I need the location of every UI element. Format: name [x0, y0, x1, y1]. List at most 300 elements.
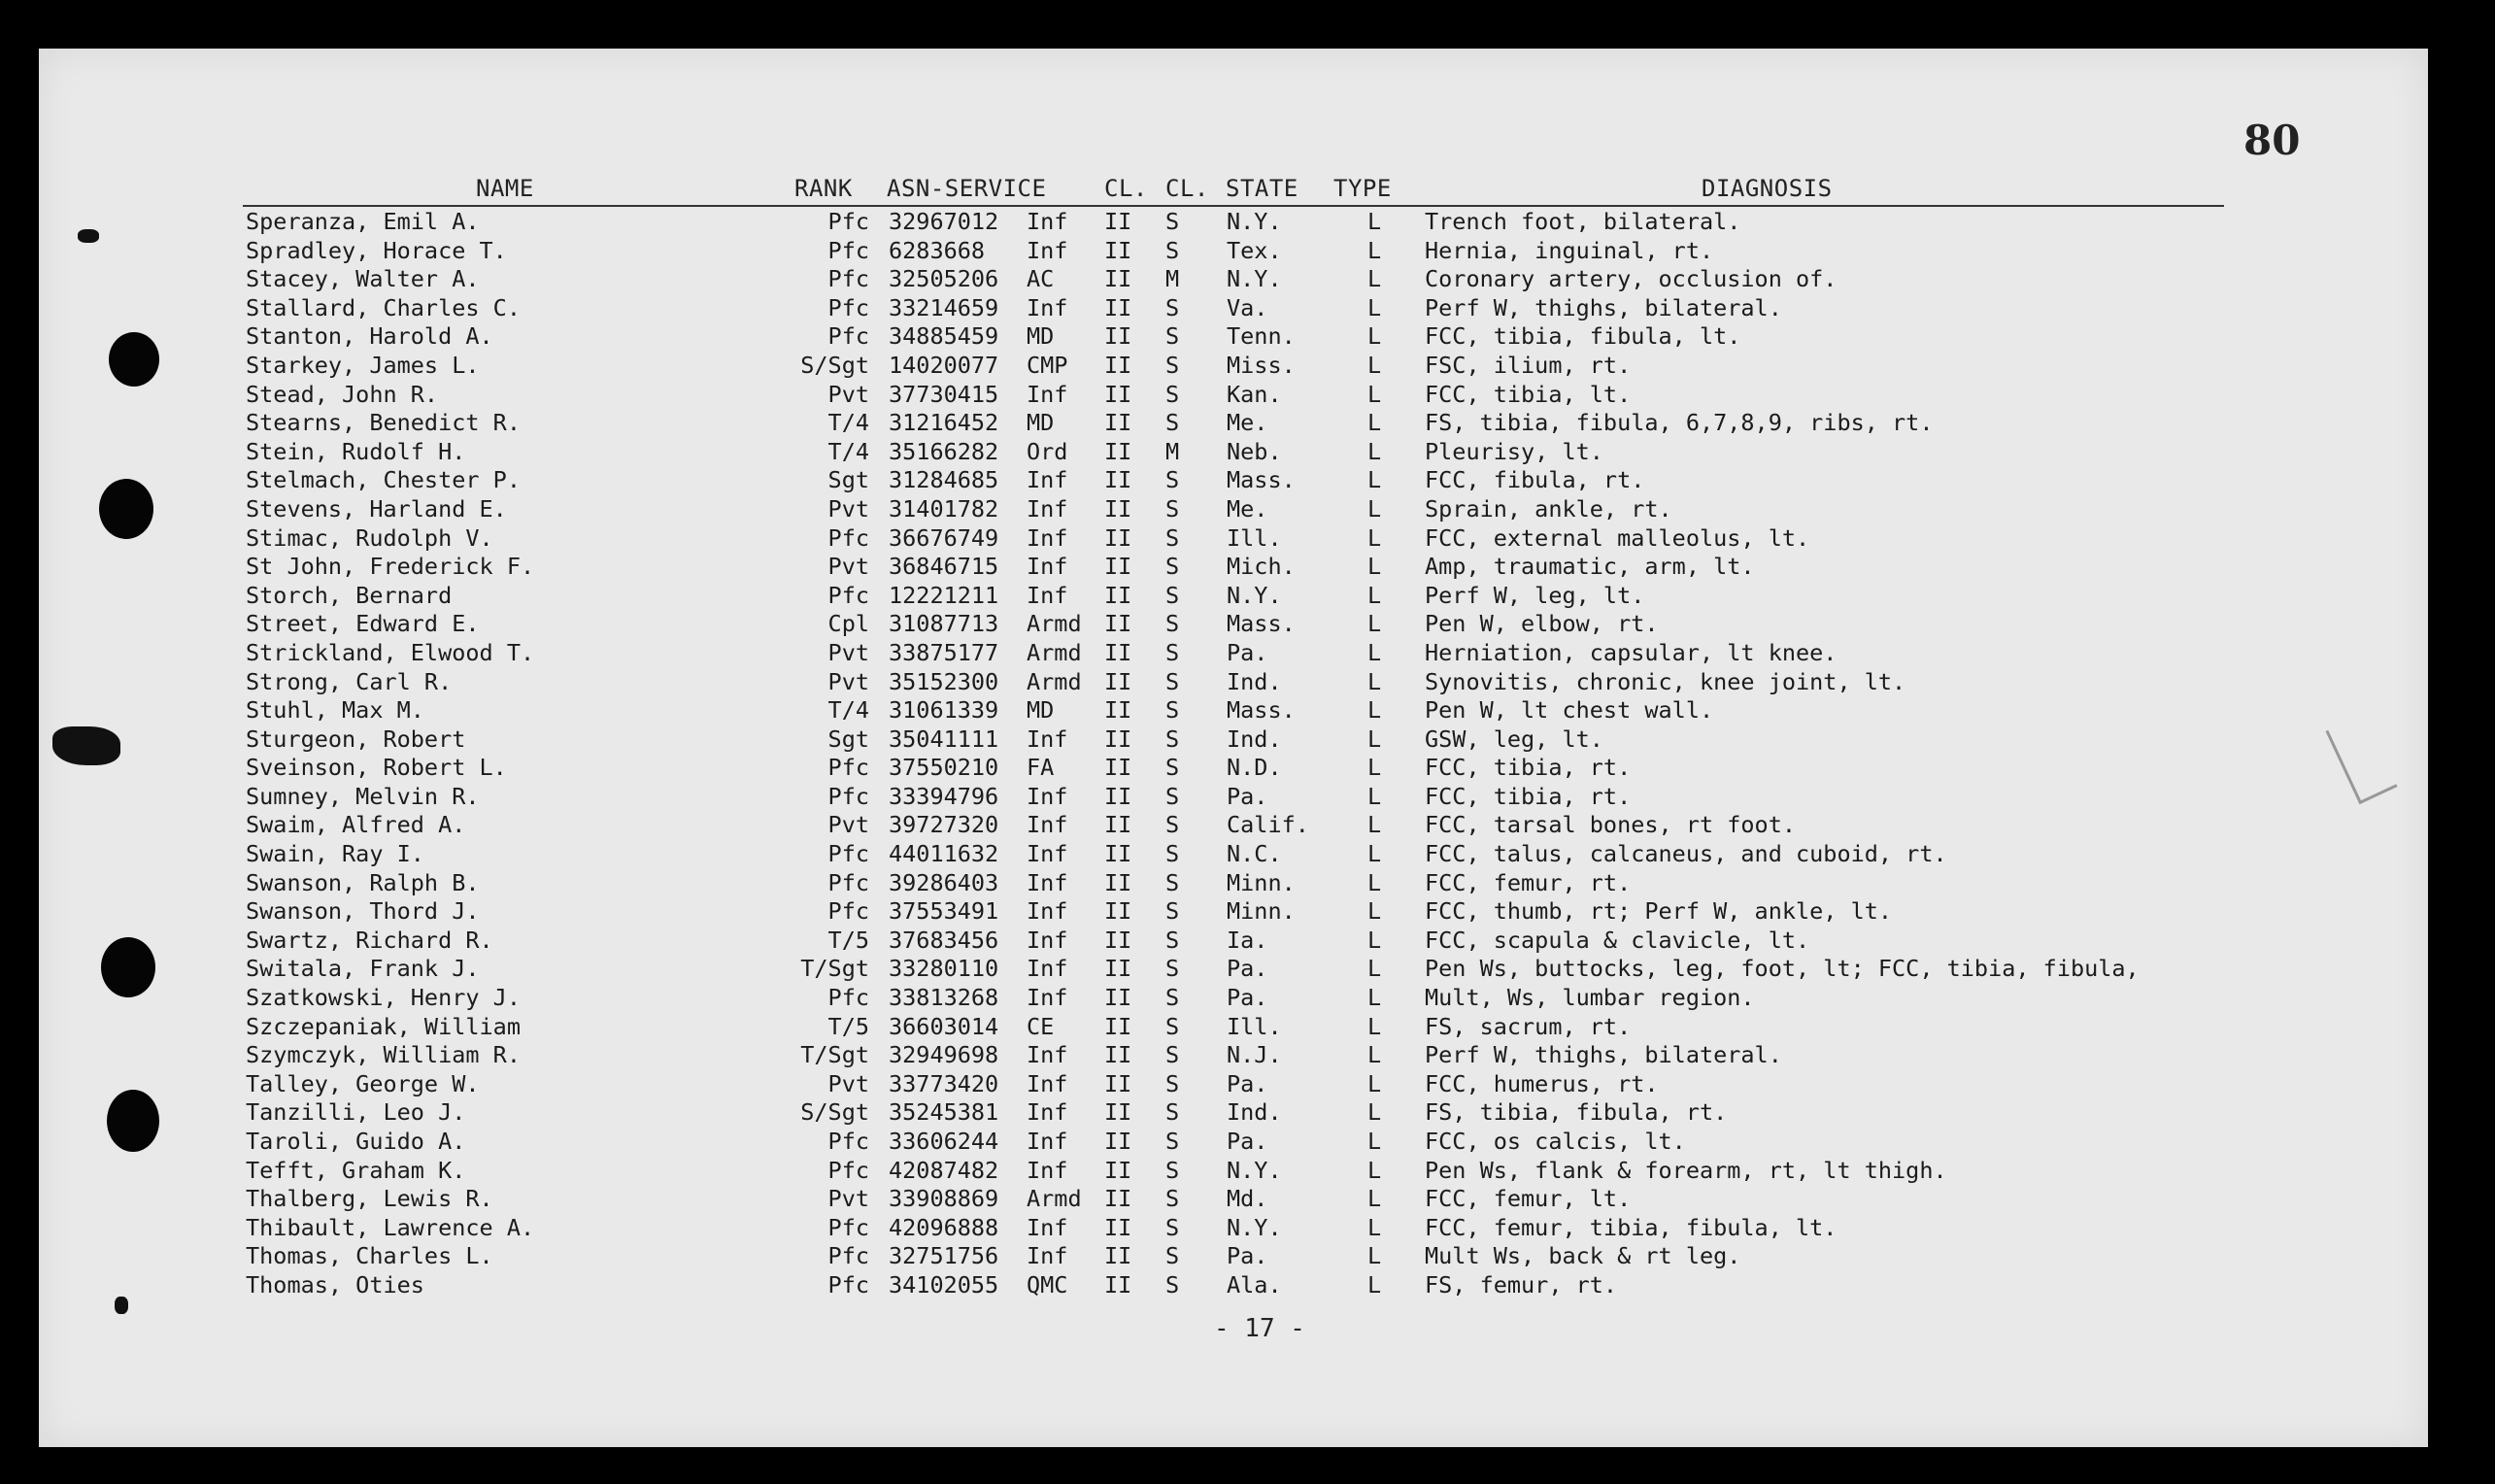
cell-asn: 39286403 [889, 868, 999, 896]
cell-state: N.Y. [1227, 1213, 1282, 1241]
table-row [0, 811, 2495, 840]
cell-rank: Pvt [827, 1069, 869, 1097]
table-row [0, 869, 2495, 898]
cell-service: Inf [1027, 466, 1068, 494]
cell-name: Spradley, Horace T. [246, 236, 507, 264]
cell-asn: 31087713 [889, 610, 999, 638]
cell-asn: 32751756 [889, 1242, 999, 1270]
cell-type: L [1367, 1098, 1382, 1127]
cell-name: Stein, Rudolf H. [246, 437, 466, 465]
cell-service: Inf [1027, 955, 1068, 983]
table-row [0, 265, 2495, 294]
cell-service: CMP [1027, 351, 1068, 379]
header-diagnosis: DIAGNOSIS [1702, 175, 1833, 202]
table-row [0, 1070, 2495, 1099]
cell-rank: Pfc [827, 322, 869, 351]
cell-cl1: II [1104, 610, 1132, 638]
cell-type: L [1367, 466, 1382, 494]
cell-cl2: S [1165, 1041, 1180, 1069]
cell-cl1: II [1104, 811, 1132, 839]
cell-cl1: II [1104, 265, 1132, 293]
cell-diagnosis: FCC, femur, tibia, fibula, lt. [1425, 1213, 1838, 1241]
table-row [0, 208, 2495, 237]
cell-cl1: II [1104, 293, 1132, 321]
cell-state: Mass. [1227, 610, 1296, 638]
table-row [0, 1128, 2495, 1157]
cell-name: Stead, John R. [246, 380, 439, 408]
cell-rank: T/Sgt [800, 955, 869, 983]
cell-state: Kan. [1227, 380, 1282, 408]
cell-diagnosis: FS, tibia, fibula, 6,7,8,9, ribs, rt. [1425, 409, 1934, 437]
cell-name: Stallard, Charles C. [246, 293, 521, 321]
cell-type: L [1367, 725, 1382, 753]
cell-rank: S/Sgt [800, 1098, 869, 1127]
cell-name: Stacey, Walter A. [246, 265, 480, 293]
cell-asn: 37550210 [889, 754, 999, 782]
cell-asn: 35166282 [889, 437, 999, 465]
cell-cl2: M [1165, 437, 1180, 465]
cell-cl1: II [1104, 1242, 1132, 1270]
cell-rank: Cpl [827, 610, 869, 638]
cell-state: N.Y. [1227, 1156, 1282, 1184]
cell-rank: Pfc [827, 208, 869, 235]
cell-type: L [1367, 293, 1382, 321]
cell-asn: 37553491 [889, 897, 999, 926]
cell-type: L [1367, 351, 1382, 379]
cell-cl2: S [1165, 1213, 1180, 1241]
cell-cl2: S [1165, 1156, 1180, 1184]
cell-service: Inf [1027, 293, 1068, 321]
cell-service: Inf [1027, 208, 1068, 235]
cell-type: L [1367, 1156, 1382, 1184]
cell-cl1: II [1104, 782, 1132, 810]
cell-type: L [1367, 840, 1382, 868]
cell-cl1: II [1104, 926, 1132, 954]
cell-cl2: S [1165, 984, 1180, 1012]
cell-type: L [1367, 1041, 1382, 1069]
cell-name: Tanzilli, Leo J. [246, 1098, 466, 1127]
cell-state: Pa. [1227, 984, 1268, 1012]
cell-rank: Pvt [827, 667, 869, 695]
cell-name: Thomas, Oties [246, 1270, 424, 1298]
header-asn-service: ASN-SERVICE [887, 175, 1047, 202]
cell-asn: 33394796 [889, 782, 999, 810]
cell-type: L [1367, 955, 1382, 983]
cell-asn: 42096888 [889, 1213, 999, 1241]
cell-cl2: S [1165, 696, 1180, 725]
cell-name: Street, Edward E. [246, 610, 480, 638]
cell-cl2: S [1165, 868, 1180, 896]
cell-state: Pa. [1227, 782, 1268, 810]
cell-state: Mass. [1227, 696, 1296, 725]
cell-type: L [1367, 409, 1382, 437]
cell-service: Inf [1027, 782, 1068, 810]
cell-state: N.C. [1227, 840, 1282, 868]
cell-service: MD [1027, 409, 1055, 437]
cell-cl1: II [1104, 1213, 1132, 1241]
table-row [0, 352, 2495, 381]
cell-asn: 32505206 [889, 265, 999, 293]
cell-service: Inf [1027, 236, 1068, 264]
cell-service: AC [1027, 265, 1055, 293]
cell-cl2: S [1165, 754, 1180, 782]
cell-name: Stanton, Harold A. [246, 322, 493, 351]
cell-cl2: S [1165, 351, 1180, 379]
cell-name: Thomas, Charles L. [246, 1242, 493, 1270]
cell-cl1: II [1104, 236, 1132, 264]
cell-cl2: S [1165, 409, 1180, 437]
cell-service: MD [1027, 322, 1055, 351]
table-row [0, 840, 2495, 869]
cell-type: L [1367, 236, 1382, 264]
header-cl1: CL. [1104, 175, 1148, 202]
cell-state: Miss. [1227, 351, 1296, 379]
cell-type: L [1367, 638, 1382, 666]
cell-cl2: S [1165, 1128, 1180, 1155]
table-row [0, 1157, 2495, 1186]
cell-name: Swartz, Richard R. [246, 926, 493, 954]
header-rule [243, 205, 2224, 207]
cell-cl2: S [1165, 1270, 1180, 1298]
cell-diagnosis: GSW, leg, lt. [1425, 725, 1603, 753]
cell-state: Mich. [1227, 553, 1296, 581]
cell-asn: 34885459 [889, 322, 999, 351]
cell-cl1: II [1104, 840, 1132, 868]
cell-rank: Pfc [827, 265, 869, 293]
cell-service: Inf [1027, 840, 1068, 868]
cell-asn: 33875177 [889, 638, 999, 666]
cell-service: Armd [1027, 610, 1082, 638]
cell-service: FA [1027, 754, 1055, 782]
cell-cl2: S [1165, 1098, 1180, 1127]
cell-diagnosis: FS, femur, rt. [1425, 1270, 1618, 1298]
table-row [0, 1242, 2495, 1271]
cell-service: Inf [1027, 581, 1068, 609]
table-row [0, 1098, 2495, 1128]
cell-rank: Sgt [827, 466, 869, 494]
cell-service: Ord [1027, 437, 1068, 465]
cell-name: Szymczyk, William R. [246, 1041, 521, 1069]
cell-rank: Pfc [827, 754, 869, 782]
cell-type: L [1367, 1213, 1382, 1241]
cell-name: Talley, George W. [246, 1069, 480, 1097]
cell-cl2: S [1165, 725, 1180, 753]
cell-asn: 31401782 [889, 494, 999, 523]
table-row [0, 955, 2495, 984]
cell-name: Tefft, Graham K. [246, 1156, 466, 1184]
cell-name: Stelmach, Chester P. [246, 466, 521, 494]
cell-name: Swanson, Ralph B. [246, 868, 480, 896]
cell-type: L [1367, 811, 1382, 839]
cell-diagnosis: FCC, femur, lt. [1425, 1185, 1632, 1213]
cell-rank: Pfc [827, 840, 869, 868]
cell-state: N.Y. [1227, 208, 1282, 235]
cell-type: L [1367, 1270, 1382, 1298]
table-row [0, 582, 2495, 611]
cell-asn: 12221211 [889, 581, 999, 609]
table-row [0, 725, 2495, 755]
cell-rank: Pfc [827, 984, 869, 1012]
cell-state: Mass. [1227, 466, 1296, 494]
cell-diagnosis: Hernia, inguinal, rt. [1425, 236, 1714, 264]
table-row [0, 927, 2495, 956]
header-name: NAME [476, 175, 534, 202]
cell-diagnosis: FCC, tibia, rt. [1425, 754, 1632, 782]
cell-state: Tenn. [1227, 322, 1296, 351]
cell-asn: 35041111 [889, 725, 999, 753]
cell-diagnosis: Mult Ws, back & rt leg. [1425, 1242, 1741, 1270]
cell-cl1: II [1104, 667, 1132, 695]
cell-diagnosis: Herniation, capsular, lt knee. [1425, 638, 1838, 666]
table-row [0, 696, 2495, 725]
cell-cl1: II [1104, 1012, 1132, 1040]
cell-state: Ind. [1227, 1098, 1282, 1127]
cell-name: Thibault, Lawrence A. [246, 1213, 535, 1241]
cell-cl1: II [1104, 984, 1132, 1012]
cell-name: Speranza, Emil A. [246, 208, 480, 235]
cell-diagnosis: Perf W, thighs, bilateral. [1425, 1041, 1782, 1069]
cell-diagnosis: FCC, os calcis, lt. [1425, 1128, 1686, 1155]
cell-diagnosis: FS, tibia, fibula, rt. [1425, 1098, 1728, 1127]
cell-type: L [1367, 265, 1382, 293]
cell-name: Thalberg, Lewis R. [246, 1185, 493, 1213]
cell-cl2: S [1165, 466, 1180, 494]
cell-rank: Sgt [827, 725, 869, 753]
table-row [0, 294, 2495, 323]
cell-type: L [1367, 696, 1382, 725]
table-row [0, 1013, 2495, 1042]
cell-rank: Pvt [827, 380, 869, 408]
cell-type: L [1367, 208, 1382, 235]
header-type: TYPE [1333, 175, 1392, 202]
cell-rank: Pfc [827, 1156, 869, 1184]
cell-asn: 31284685 [889, 466, 999, 494]
cell-rank: Pfc [827, 1128, 869, 1155]
cell-type: L [1367, 322, 1382, 351]
cell-type: L [1367, 868, 1382, 896]
table-row [0, 668, 2495, 697]
cell-service: Inf [1027, 1213, 1068, 1241]
cell-type: L [1367, 494, 1382, 523]
cell-state: Ill. [1227, 1012, 1282, 1040]
cell-rank: Pfc [827, 868, 869, 896]
table-row [0, 381, 2495, 410]
cell-diagnosis: FCC, scapula & clavicle, lt. [1425, 926, 1810, 954]
cell-rank: T/4 [827, 696, 869, 725]
cell-cl2: S [1165, 840, 1180, 868]
cell-state: Me. [1227, 409, 1268, 437]
cell-asn: 33214659 [889, 293, 999, 321]
cell-rank: Pvt [827, 638, 869, 666]
cell-diagnosis: FCC, thumb, rt; Perf W, ankle, lt. [1425, 897, 1893, 926]
cell-cl1: II [1104, 322, 1132, 351]
table-header [0, 175, 2495, 204]
cell-asn: 31216452 [889, 409, 999, 437]
cell-diagnosis: FCC, humerus, rt. [1425, 1069, 1659, 1097]
cell-name: Strickland, Elwood T. [246, 638, 535, 666]
cell-type: L [1367, 1128, 1382, 1155]
cell-diagnosis: Trench foot, bilateral. [1425, 208, 1741, 235]
table-row [0, 1214, 2495, 1243]
cell-diagnosis: Pen Ws, buttocks, leg, foot, lt; FCC, tibia, fibula, [1425, 955, 2140, 983]
cell-rank: Pvt [827, 553, 869, 581]
table-row [0, 754, 2495, 783]
cell-cl2: S [1165, 494, 1180, 523]
cell-rank: Pfc [827, 1242, 869, 1270]
cell-service: MD [1027, 696, 1055, 725]
table-row [0, 639, 2495, 668]
cell-name: Switala, Frank J. [246, 955, 480, 983]
cell-name: Strong, Carl R. [246, 667, 453, 695]
table-row [0, 1041, 2495, 1070]
cell-diagnosis: Pen Ws, flank & forearm, rt, lt thigh. [1425, 1156, 1947, 1184]
cell-diagnosis: Perf W, thighs, bilateral. [1425, 293, 1782, 321]
cell-cl2: S [1165, 926, 1180, 954]
cell-state: Ind. [1227, 667, 1282, 695]
cell-rank: Pvt [827, 494, 869, 523]
cell-name: Sumney, Melvin R. [246, 782, 480, 810]
cell-type: L [1367, 926, 1382, 954]
cell-cl2: S [1165, 638, 1180, 666]
cell-cl2: M [1165, 265, 1180, 293]
cell-cl1: II [1104, 638, 1132, 666]
cell-cl1: II [1104, 897, 1132, 926]
cell-cl1: II [1104, 581, 1132, 609]
cell-asn: 33606244 [889, 1128, 999, 1155]
cell-diagnosis: FCC, femur, rt. [1425, 868, 1632, 896]
cell-rank: Pfc [827, 782, 869, 810]
cell-asn: 14020077 [889, 351, 999, 379]
cell-type: L [1367, 1069, 1382, 1097]
cell-diagnosis: Perf W, leg, lt. [1425, 581, 1645, 609]
cell-service: Inf [1027, 494, 1068, 523]
header-state: STATE [1226, 175, 1298, 202]
cell-state: Ia. [1227, 926, 1268, 954]
cell-cl2: S [1165, 523, 1180, 552]
cell-asn: 33813268 [889, 984, 999, 1012]
cell-name: Stevens, Harland E. [246, 494, 507, 523]
cell-state: N.D. [1227, 754, 1282, 782]
cell-cl2: S [1165, 897, 1180, 926]
cell-state: N.Y. [1227, 265, 1282, 293]
cell-service: Inf [1027, 1128, 1068, 1155]
page-number: 80 [2243, 117, 2301, 164]
cell-asn: 37683456 [889, 926, 999, 954]
cell-cl1: II [1104, 523, 1132, 552]
cell-state: Pa. [1227, 1242, 1268, 1270]
cell-state: Pa. [1227, 638, 1268, 666]
cell-state: Calif. [1227, 811, 1309, 839]
cell-state: Pa. [1227, 1128, 1268, 1155]
cell-asn: 36676749 [889, 523, 999, 552]
cell-service: Inf [1027, 811, 1068, 839]
cell-name: St John, Frederick F. [246, 553, 535, 581]
cell-type: L [1367, 1185, 1382, 1213]
table-row [0, 524, 2495, 554]
cell-diagnosis: FSC, ilium, rt. [1425, 351, 1632, 379]
cell-name: Szatkowski, Henry J. [246, 984, 521, 1012]
cell-asn: 6283668 [889, 236, 986, 264]
table-row [0, 1271, 2495, 1300]
cell-cl2: S [1165, 293, 1180, 321]
cell-asn: 36603014 [889, 1012, 999, 1040]
table-row [0, 438, 2495, 467]
table-row [0, 553, 2495, 582]
cell-cl2: S [1165, 782, 1180, 810]
cell-rank: Pfc [827, 581, 869, 609]
cell-state: Minn. [1227, 868, 1296, 896]
cell-asn: 33280110 [889, 955, 999, 983]
cell-cl2: S [1165, 208, 1180, 235]
cell-name: Starkey, James L. [246, 351, 480, 379]
table-row [0, 322, 2495, 352]
cell-asn: 42087482 [889, 1156, 999, 1184]
cell-state: Ala. [1227, 1270, 1282, 1298]
cell-asn: 39727320 [889, 811, 999, 839]
cell-rank: S/Sgt [800, 351, 869, 379]
cell-cl1: II [1104, 553, 1132, 581]
cell-diagnosis: FCC, tarsal bones, rt foot. [1425, 811, 1797, 839]
cell-type: L [1367, 523, 1382, 552]
cell-name: Taroli, Guido A. [246, 1128, 466, 1155]
cell-diagnosis: FCC, tibia, fibula, lt. [1425, 322, 1741, 351]
cell-state: Me. [1227, 494, 1268, 523]
cell-service: Inf [1027, 1041, 1068, 1069]
cell-type: L [1367, 610, 1382, 638]
cell-rank: Pvt [827, 1185, 869, 1213]
cell-type: L [1367, 754, 1382, 782]
cell-rank: Pfc [827, 523, 869, 552]
cell-diagnosis: FCC, talus, calcaneus, and cuboid, rt. [1425, 840, 1947, 868]
cell-service: Inf [1027, 1242, 1068, 1270]
cell-cl2: S [1165, 1069, 1180, 1097]
header-rank: RANK [794, 175, 853, 202]
cell-asn: 36846715 [889, 553, 999, 581]
cell-service: CE [1027, 1012, 1055, 1040]
cell-state: Neb. [1227, 437, 1282, 465]
cell-diagnosis: FCC, tibia, rt. [1425, 782, 1632, 810]
cell-service: Inf [1027, 523, 1068, 552]
cell-diagnosis: Pleurisy, lt. [1425, 437, 1603, 465]
cell-name: Stuhl, Max M. [246, 696, 424, 725]
cell-asn: 33773420 [889, 1069, 999, 1097]
cell-rank: T/4 [827, 409, 869, 437]
cell-cl1: II [1104, 466, 1132, 494]
cell-cl1: II [1104, 1270, 1132, 1298]
cell-name: Sturgeon, Robert [246, 725, 466, 753]
cell-cl2: S [1165, 610, 1180, 638]
cell-cl1: II [1104, 754, 1132, 782]
cell-asn: 37730415 [889, 380, 999, 408]
table-row [0, 783, 2495, 812]
cell-cl2: S [1165, 811, 1180, 839]
cell-cl2: S [1165, 581, 1180, 609]
cell-cl1: II [1104, 955, 1132, 983]
table-row [0, 984, 2495, 1013]
cell-type: L [1367, 553, 1382, 581]
cell-name: Swanson, Thord J. [246, 897, 480, 926]
cell-asn: 35152300 [889, 667, 999, 695]
cell-type: L [1367, 581, 1382, 609]
cell-rank: Pfc [827, 1213, 869, 1241]
cell-cl1: II [1104, 437, 1132, 465]
cell-state: N.Y. [1227, 581, 1282, 609]
table-row [0, 897, 2495, 927]
cell-type: L [1367, 1242, 1382, 1270]
cell-asn: 31061339 [889, 696, 999, 725]
cell-cl1: II [1104, 725, 1132, 753]
cell-service: Inf [1027, 725, 1068, 753]
